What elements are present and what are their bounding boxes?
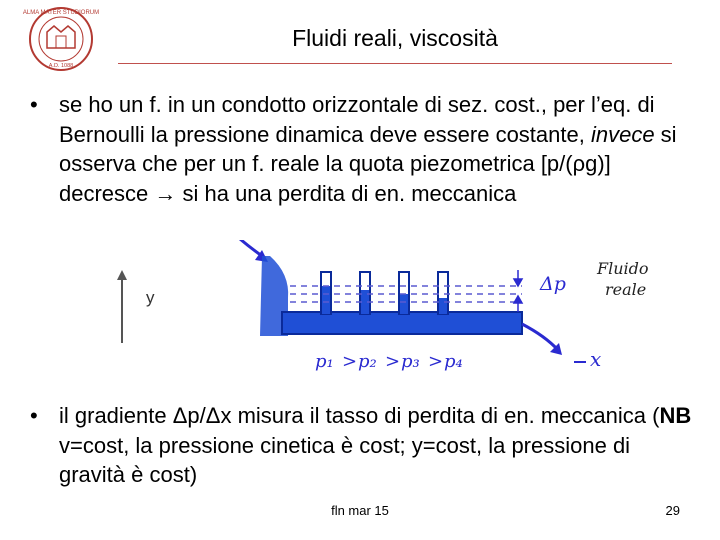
footer-center: fln mar 15 — [331, 503, 389, 518]
pressure-labels — [315, 351, 463, 372]
gt-sign: > — [428, 351, 444, 372]
p2-label: p₂ — [358, 351, 377, 372]
piezometer-tube-3 — [399, 272, 409, 314]
note-reale: reale — [605, 280, 647, 299]
bullet-2-nb: NB — [659, 403, 692, 428]
slide-title-wrap — [0, 25, 720, 52]
horizontal-tube — [282, 312, 522, 334]
viscous-flow-diagram — [110, 240, 670, 380]
outflow-arrow — [522, 324, 562, 355]
piezometer-tube-1 — [321, 272, 331, 314]
page-number: 29 — [665, 503, 680, 518]
slide-title: Fluidi reali, viscosità — [292, 25, 498, 51]
bullet-1-text-a: se ho un f. in un condotto orizzontale di sez. cost., per l’eq. di Bernoulli la pressione dinamica deve essere costante, — [59, 92, 655, 147]
bullet-1 — [30, 90, 700, 240]
bullet-2-text-a: il gradiente Δp/Δx misura il tasso di perdita di en. meccanica ( — [59, 403, 660, 428]
y-axis-arrow — [117, 270, 127, 343]
title-divider — [118, 63, 672, 64]
logo-ring-text: ALMA MATER STUDIORUM — [22, 10, 100, 16]
bullet-2 — [30, 401, 700, 496]
p3-label: p₃ — [401, 351, 420, 372]
delta-p-marker — [514, 270, 522, 312]
note-fluido: Fluido — [597, 259, 649, 278]
p1-label: p₁ — [315, 351, 334, 372]
bullet-1-text-b: si osserva che per un f. reale la quota piezometrica [p/(ρg)] decresce → si ha una perdita di en. meccanica — [59, 121, 677, 206]
piezometer-tube-4 — [438, 272, 448, 314]
y-axis-label: y — [146, 288, 155, 307]
bullet-1-emphasis: invece — [590, 121, 655, 147]
gt-sign: > — [342, 351, 358, 372]
bullet-marker: • — [30, 92, 38, 117]
p4-label: p₄ — [444, 351, 463, 372]
delta-p-label: Δp — [540, 273, 566, 295]
x-axis-label: x — [590, 347, 602, 371]
bullet-marker: • — [30, 403, 38, 428]
logo-year-text: A.D. 1088 — [48, 63, 74, 69]
bullet-2-text — [59, 401, 699, 490]
bullet-2-text-b: v=cost, la pressione cinetica è cost; y=cost, la pressione di gravità è cost) — [59, 432, 631, 487]
piezometer-tube-2 — [360, 272, 370, 314]
gt-sign: > — [385, 351, 401, 372]
bullet-1-text — [59, 90, 699, 208]
